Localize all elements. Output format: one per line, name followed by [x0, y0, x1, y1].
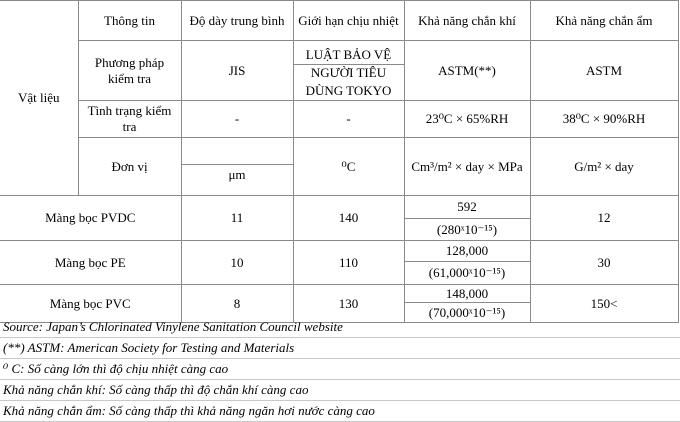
unit-row-label: Đơn vị [78, 138, 181, 196]
method-thickness: JIS [181, 41, 293, 101]
method-heat-limit [293, 41, 404, 101]
unit-gas-barrier: Cm³/m² × day × MPa [404, 138, 530, 196]
unit-thickness-blank [182, 149, 293, 165]
note-astm: (**) ASTM: American Society for Testing and Materials [0, 338, 680, 359]
method-heat-limit-text: LUẬT BẢO VỆ NGƯỜI TIÊU DÙNG TOKYO [294, 46, 404, 65]
material-gas-main: 128,000 [405, 241, 530, 262]
table-row [0, 196, 678, 241]
note-gas: Khả năng chắn khí: Số càng thấp thì độ chắn khí càng cao [0, 380, 680, 401]
method-row-label: Phương pháp kiểm tra [78, 41, 181, 101]
material-thickness: 11 [181, 196, 293, 241]
header-info: Thông tin [78, 1, 181, 41]
material-name: Màng bọc PE [0, 241, 181, 285]
material-moisture: 30 [530, 241, 678, 285]
material-gas-sub: (280ˣ10⁻¹⁵) [436, 222, 498, 237]
condition-heat-limit: - [293, 101, 404, 138]
condition-row-label: Tình trạng kiểm tra [78, 101, 181, 138]
condition-gas-barrier: 23⁰C × 65%RH [404, 101, 530, 138]
note-heat: ⁰ C: Số càng lớn thì độ chịu nhiệt càng cao [0, 359, 680, 380]
material-heat-limit: 140 [293, 196, 404, 241]
note-moisture: Khả năng chắn ẩm: Số càng thấp thì khả năng ngăn hơi nước càng cao [0, 401, 680, 422]
material-moisture: 12 [530, 196, 678, 241]
header-thickness: Độ dày trung bình [181, 1, 293, 41]
material-gas-main: 148,000 [405, 285, 530, 303]
condition-thickness: - [181, 101, 293, 138]
condition-moisture-barrier: 38⁰C × 90%RH [530, 101, 678, 138]
method-moisture-barrier: ASTM [530, 41, 678, 101]
material-gas-sub: (61,000ˣ10⁻¹⁵) [428, 265, 506, 280]
material-moisture: 150< [530, 285, 678, 323]
material-heat-limit: 130 [293, 285, 404, 323]
row-group-label: Vật liệu [0, 1, 78, 196]
header-heat-limit: Giới hạn chịu nhiệt [293, 1, 404, 41]
material-name: Màng bọc PVC [0, 285, 181, 323]
material-name: Màng bọc PVDC [0, 196, 181, 241]
note-source: Source: Japan’s Chlorinated Vinylene Sanitation Council website [0, 317, 680, 338]
method-gas-barrier: ASTM(**) [404, 41, 530, 101]
table-row [0, 241, 678, 285]
material-gas-barrier [404, 196, 530, 241]
footnotes [0, 317, 680, 422]
material-thickness: 8 [181, 285, 293, 323]
material-heat-limit: 110 [293, 241, 404, 285]
material-gas-barrier [404, 241, 530, 285]
header-gas-barrier: Khả năng chắn khí [404, 1, 530, 41]
material-gas-main: 592 [405, 196, 530, 219]
unit-thickness-text: μm [228, 166, 246, 182]
material-gas-sub: (70,000ˣ10⁻¹⁵) [428, 305, 506, 320]
unit-moisture-barrier: G/m² × day [530, 138, 678, 196]
unit-heat-limit: ⁰C [293, 138, 404, 196]
header-moisture-barrier: Khả năng chắn ẩm [530, 1, 678, 41]
material-thickness: 10 [181, 241, 293, 285]
unit-thickness [181, 138, 293, 196]
